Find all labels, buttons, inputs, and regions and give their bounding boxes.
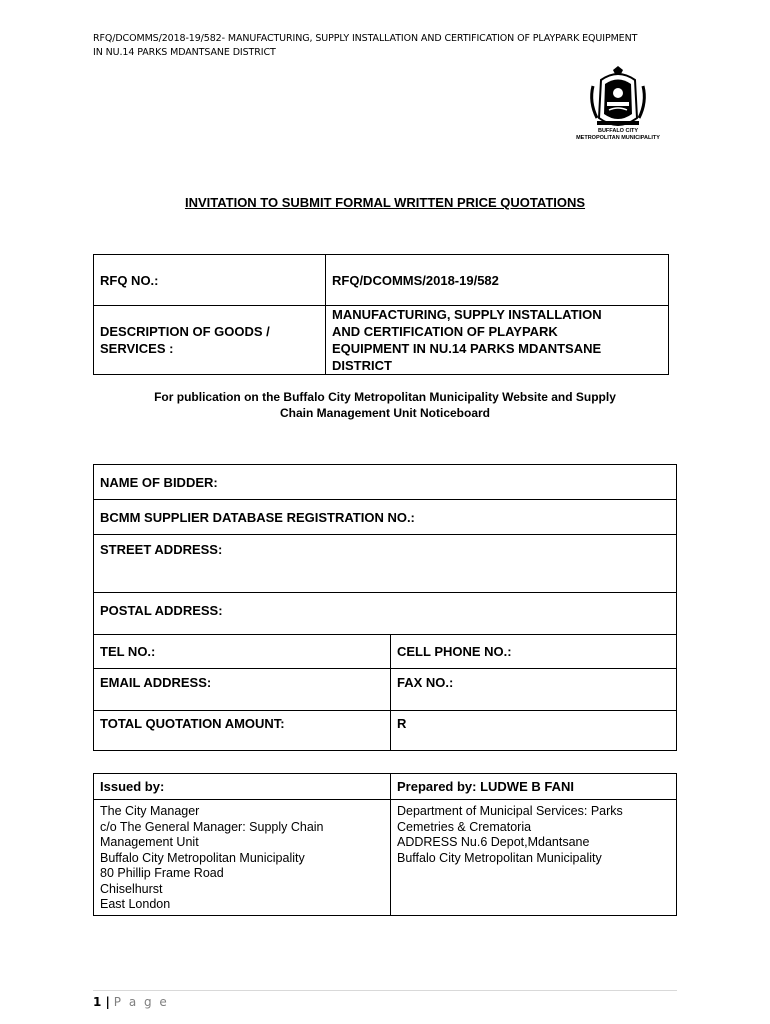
description-value-line-1: MANUFACTURING, SUPPLY INSTALLATION: [332, 307, 602, 322]
document-title: INVITATION TO SUBMIT FORMAL WRITTEN PRICE QUOTATIONS: [184, 195, 586, 210]
postal-address-field: POSTAL ADDRESS:: [94, 593, 677, 635]
footer-divider: [93, 990, 677, 991]
issued-by-label: Issued by:: [94, 774, 391, 800]
description-label: [94, 306, 326, 375]
issued-by-address: [94, 800, 391, 916]
description-value: [326, 306, 669, 375]
header-line-1: RFQ/DCOMMS/2018-19/582- MANUFACTURING, SUPPLY INSTALLATION AND CERTIFICATION OF PLAYPARK EQUIPMENT: [93, 33, 638, 44]
description-value-line-2: AND CERTIFICATION OF PLAYPARK: [332, 324, 558, 339]
logo-caption-line-1: BUFFALO CITY: [597, 128, 639, 134]
prepared-by-label: Prepared by: LUDWE B FANI: [391, 774, 677, 800]
header-line-2: IN NU.14 PARKS MDANTSANE DISTRICT: [93, 47, 276, 58]
email-field: EMAIL ADDRESS:: [94, 669, 391, 711]
footer-separator: |: [105, 995, 110, 1009]
issued-line: Chiselhurst: [100, 881, 163, 896]
total-quotation-field: TOTAL QUOTATION AMOUNT:: [94, 711, 391, 751]
logo-caption: [562, 128, 674, 142]
document-header: [93, 32, 693, 60]
prepared-line: Department of Municipal Services: Parks: [397, 804, 623, 818]
publication-note: [100, 389, 670, 421]
rfq-number-label: RFQ NO.:: [94, 255, 326, 306]
rfq-number-value: RFQ/DCOMMS/2018-19/582: [326, 255, 669, 306]
issued-line: 80 Phillip Frame Road: [100, 866, 224, 880]
bidder-name-field: NAME OF BIDDER:: [94, 465, 677, 500]
issued-prepared-table: [93, 773, 677, 916]
publication-note-line-1: For publication on the Buffalo City Metropolitan Municipality Website and Supply: [154, 390, 616, 404]
description-label-line-2: SERVICES :: [100, 341, 174, 356]
page-footer: [93, 995, 169, 1009]
supplier-registration-field: BCMM SUPPLIER DATABASE REGISTRATION NO.:: [94, 500, 677, 535]
page-number: 1: [93, 995, 102, 1009]
publication-note-line-2: Chain Management Unit Noticeboard: [279, 406, 491, 420]
cell-phone-field: CELL PHONE NO.:: [391, 635, 677, 669]
street-address-field: STREET ADDRESS:: [94, 535, 677, 593]
issued-line: East London: [100, 897, 171, 911]
description-value-line-3: EQUIPMENT IN NU.14 PARKS MDANTSANE: [332, 341, 602, 356]
description-label-line-1: DESCRIPTION OF GOODS /: [100, 324, 270, 339]
fax-field: FAX NO.:: [391, 669, 677, 711]
description-value-line-4: DISTRICT: [332, 358, 392, 373]
rfq-table: [93, 254, 669, 375]
issued-line: c/o The General Manager: Supply Chain: [100, 819, 324, 834]
currency-symbol: R: [391, 711, 677, 751]
bidder-details-table: [93, 464, 677, 751]
prepared-line: ADDRESS Nu.6 Depot,Mdantsane: [397, 835, 590, 849]
prepared-line: Cemetries & Crematoria: [397, 819, 532, 834]
issued-line: Management Unit: [100, 835, 199, 849]
prepared-by-address: [391, 800, 677, 916]
prepared-line: Buffalo City Metropolitan Municipality: [397, 850, 602, 865]
issued-line: Buffalo City Metropolitan Municipality: [100, 850, 305, 865]
logo-caption-line-2: METROPOLITAN MUNICIPALITY: [576, 135, 660, 141]
issued-line: The City Manager: [100, 804, 200, 818]
page-word: P a g e: [113, 995, 169, 1009]
tel-field: TEL NO.:: [94, 635, 391, 669]
